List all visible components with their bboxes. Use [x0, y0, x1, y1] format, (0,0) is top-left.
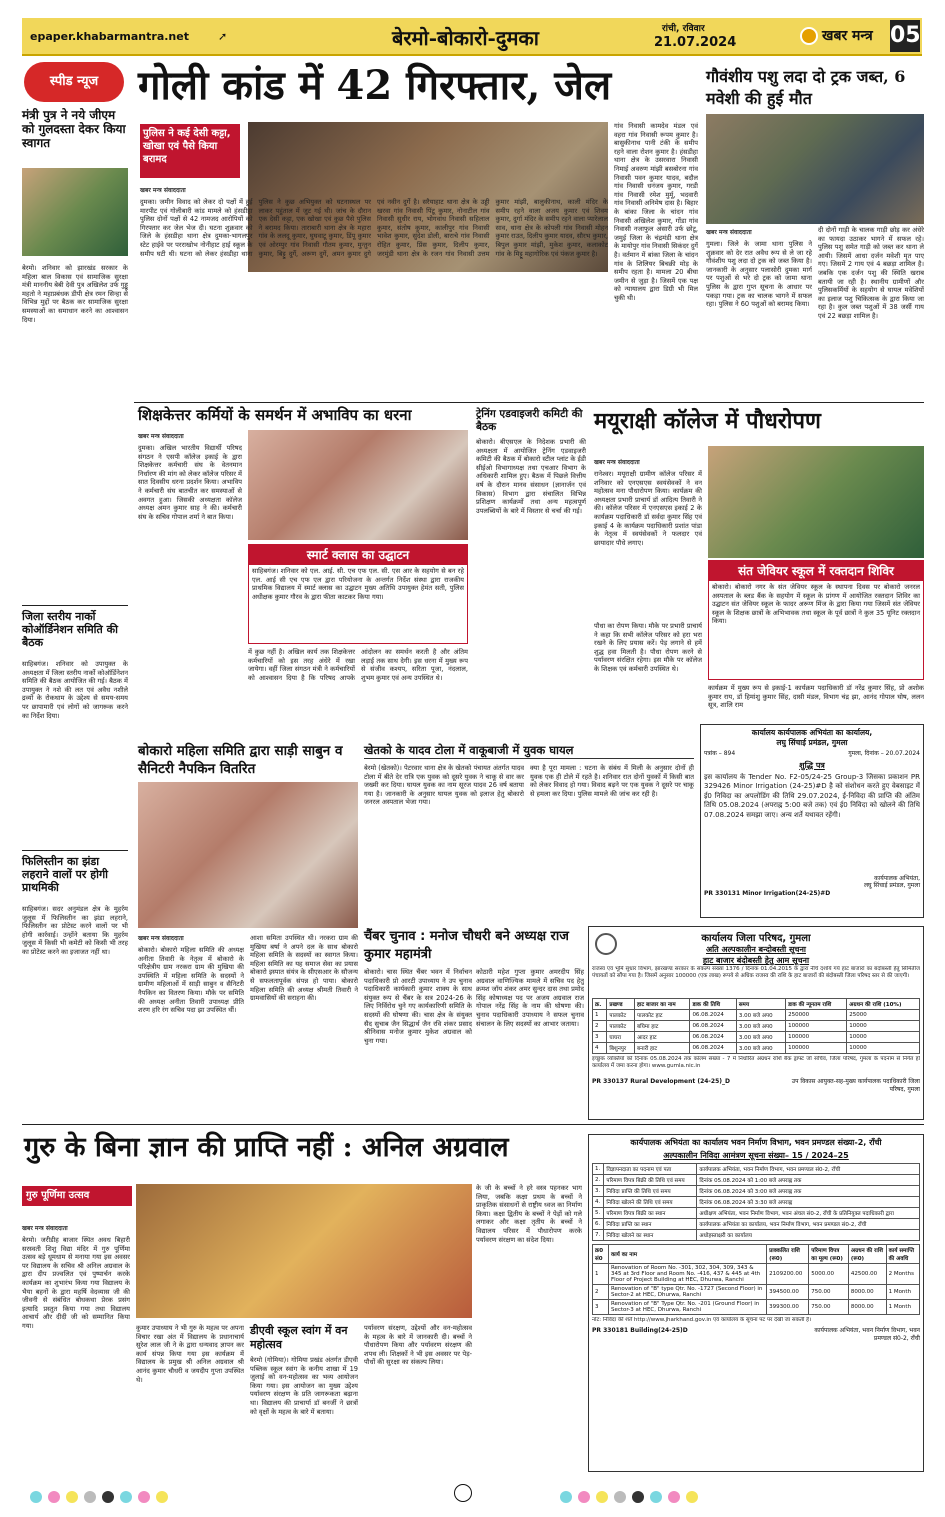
bhavan-title: कार्यपालक अभियंता का कार्यालय भवन निर्माण विभाग, भवन प्रमण्डल संख्या-2, राँची — [630, 1138, 882, 1147]
table-cell: अधीक्षण अभियंता, भवन निर्माण विभाग, भवन अंचल सं0-2, राँची के प्रतिनियुक्त पदाधिकारी द्वारा — [697, 1208, 920, 1219]
table-cell: पालकोट — [607, 1010, 635, 1021]
protest-headline: शिक्षकेत्तर कर्मियों के समर्थन में अभाविप का धरना — [138, 406, 412, 424]
table-cell: 10000 — [847, 1043, 920, 1054]
smart-class-caption: साहिबगंज। शनिवार को एल. आई. सी. एच एफ एल. सी. एस आर के सहयोग से बन रहे एल. आई सी एच एफ एल द्वारा परियोजना के अन्तर्गत निर्देश संस्था द्वारा राजकीय प्राथमिक विद्यालय में स्मार्ट क्लास का उद्घाटन मुख्य अतिथि उपायुक्त हेमंत सती, पुलिस अधीक्षक कुमार गौरव के द्वारा फीता काटकर किया गया। — [252, 567, 464, 601]
table-cell: निविदा खोलने की तिथि एवं समय — [604, 1197, 697, 1208]
table-cell: 8000.00 — [848, 1300, 886, 1315]
tender-sign-1: कार्यपालक अभियंता, — [874, 874, 920, 882]
dav-headline: डीएवी स्कूल स्वांग में वन महोत्सव — [250, 1324, 348, 1351]
table-cell: निविदा प्राप्ति का स्थान — [604, 1219, 697, 1230]
table-cell: बघिमा हाट — [635, 1021, 690, 1032]
table-cell: निविदा प्राप्ति की तिथि एवं समय — [604, 1186, 697, 1197]
table-cell: 2 — [593, 1021, 607, 1032]
lead-body: दुमका। जमीन विवाद को लेकर दो पक्षों में हुई मारपीट एवं गोलीबारी कांड मामले को हंसडीहा पुलिस दोनों पक्षों से 42 नामजद आरोपियों को गिरफ्तार कर जेल भेज दी। घटना शुक्रवार को जिले के हंसडीहा थाना क्षेत्र दुमका-भागलपुर स्टेट हाईवे पर परराखोभ नोनीहाट हाई स्कूल के समीप घटी थी। घटना को लेकर हंसडीहा थाना पुलिस ने कुछ अभियुक्त को घटनास्थल पर लाकर पहुंताल में जुट गई थी। जांच के दौरान एक देसी कट्टा, एक खोखा एवं कुछ पैसे पुलिस ने बरामद किया। ताराबारी थाना क्षेत्र के महारा गांव के ललदू कुमार, घुघवाटू कुमार, डिंपू कुमार एवं ओरम्पुर गांव निवासी गौतम कुमार, मुन्तुन कुमार, बिट्टु दुर्गे, अरूण दुगें, अमन कुमार दुगे एवं नवीन दुर्गे है। सरैयाहाट थाना क्षेत्र के उड्डी खरवा गांव निवासी पिंटू कुमार, नोनाटील गांव निवासी सुधीर राय, भोगवांध निवासी सहिलाल कुमार, संतोष कुमार, कालीपुर गांव निवासी भावेश कुमार, सुंदेश डोली, बाराचे गांव निवासी रोहित कुमार, प्रिंस कुमार, दिलीप कुमार, जरमुंडी थाना क्षेत्र के रजन गांव निवासी उत्तम कुमार मांझी, बालुकीनाथ, काली मंदिर के समीप रहने वाला अजय कुमार एवं शिवम कुमार, दुर्गा मंदिर के समीप रहने वाला प्यारेलाल साव, थाना क्षेत्र के कोपली गांव निवासी मोहन कुमार राउत, दिलीप कुमार यादव, सौरभ कुमार, बिपुल कुमार मांझी, मुकेश कुमार, कलाकोट गांव के मिट्टू महागोरिक एवं पंकज कुमार है। — [140, 198, 608, 258]
table-cell: पालकोट हाट — [635, 1010, 690, 1021]
table-cell: 8000.00 — [848, 1285, 886, 1300]
speed-news-headline-3: फिलिस्तीन का झंडा लहराने वालों पर होगी प्राथमिकी — [22, 855, 108, 894]
guru-headline: गुरु के बिना ज्ञान की प्राप्ति नहीं : अनिल अग्रवाल — [24, 1132, 509, 1163]
tender-dinank: गुमला, दिनांक – 20.07.2024 — [848, 750, 920, 757]
table-cell: दिनांक 06.08.2024 को 3:00 बजे अपराह्न तक — [697, 1186, 920, 1197]
table-cell: 3. — [593, 1186, 604, 1197]
parishad-pr: PR 330137 Rural Development (24-25)_D — [592, 1078, 730, 1085]
table-cell: 250000 — [786, 1010, 847, 1021]
chamber-body-2: कोठारी महेश गुप्ता कुमार अमरदीप सिंह अग्रवाल वाणिज्यिक मामले में सचिव पद हेतु क्रमश जॉय शंकर अमर सुन्दर दास तथा प्रमोद सिंह कोषाध्यक्ष पद पर अजय अग्रवाल राज गोपाल नरेंद्र सिंह के नाम की घोषणा की। चुनाव पदाधिकारी उपाध्याय ने सफल चुनाव संचालन के लिए सदस्यों का आभार जताया। — [476, 968, 584, 1028]
speed-news-column — [22, 60, 128, 1120]
table-cell: 25000 — [847, 1010, 920, 1021]
divider — [22, 850, 128, 851]
guru-body-2: कुमार उपाध्याय ने भी गुरु के महत्व पर अपना विचार रखा अंत में विद्यालय के प्रधानाचार्य सुरेश लाल जी ने के द्वारा धन्यवाद ज्ञापन कर कार्य संपन्न किया गया इस कार्यक्रम में विद्यालय के प्रमुख श्री अनिल अग्रवाल श्री आनंद कुमार चौधरी व जयदीप गुप्ता उपस्थित थे। — [136, 1324, 244, 1384]
bhavan-item-row — [593, 1175, 920, 1186]
bhavan-sub: अल्पकालीन निविदा आमंत्रण सूचना संख्या– 15 / 2024–25 — [663, 1151, 849, 1160]
bhavan-table-header: परिमाण विपत्र का मूल्य (रू0) — [809, 1245, 849, 1264]
table-cell: 5. — [593, 1208, 604, 1219]
bhavan-items-table — [592, 1163, 920, 1241]
lead-subhead: पुलिस ने कई देसी कट्टा, खोखा एवं पैसे किया बरामद — [140, 124, 240, 178]
table-cell: 1 Month — [886, 1285, 919, 1300]
cattle-body-2: दी दोनों गाड़ी के चालक गाड़ी छोड़ कर अंधेरे का फायदा उठाकर भागने में सफल रहे। पुलिस पशु समेत गाड़ी को जब्त कर थाना ले आयी। जिसमें आधा दर्जन मवेशी मृत पाए गए। जिसमें 2 गाय एवं 4 बछड़ा शामिल है। जबकि एक दर्जन पशु की स्थिति खराब बतायी जा रही है। स्थानीय ग्रामीणों और पुलिसकर्मियों के सहयोग से घायल मवेशियों का इलाज पशु चिकित्सक के द्वारा किया जा रहा है। कुल जब्त पशुओं में 38 जर्सी गाय एवं 22 बछड़ा शामिल है। — [818, 226, 924, 320]
parishad-notice — [588, 926, 924, 1120]
table-cell: 1. — [593, 1164, 604, 1175]
parishad-sign: उप विकास आयुक्त-सह-मुख्य कार्यपालक पदाधिकारी जिला परिषद, गुमला — [791, 1078, 920, 1093]
parishad-table-header: प्रखण्ड — [607, 999, 635, 1010]
bhavan-table-header: प्राक्कलित राशि (रू0) — [767, 1245, 809, 1264]
speed-news-text-1: बेरमो। शनिवार को झारखंड सरकार के महिला बाल विकास एवं सामाजिक सुरक्षा मंत्री माननीय बेबी देवी पुत्र अखिलेश उर्फ गुड्डू महतो ने महाप्रबंधक डीपी क्षेत्र रमन सिन्हा से विभिन्न मुद्दों पर बैठक कर सामाजिक सुरक्षा समस्याओं का समाधान करने का आश्वासन दिया। — [22, 264, 128, 324]
table-cell: 399300.00 — [767, 1300, 809, 1315]
lead-byline: खबर मन्त्र संवाददाता — [140, 187, 186, 194]
blood-camp-box — [708, 560, 924, 680]
tender-patrank: पत्रांक – 894 — [704, 750, 736, 757]
table-cell: 100000 — [786, 1032, 847, 1043]
sanitary-byline: खबर मन्त्र संवाददाता — [138, 935, 184, 942]
table-cell: कार्यपालक अभियंता, भवन निर्माण विभाग, भवन प्रमण्डल सं0-2, राँची — [697, 1164, 920, 1175]
guru-badge: गुरु पूर्णिमा उत्सव — [22, 1186, 132, 1206]
sanitary-body: बोकारो। बोकारो महिला समिति की अध्यक्ष अनीता तिवारी के नेतृत्व में बोकारो के परिक्षेत्रीय ग्राम नरकरा ग्राम की मुखिया की उपस्थिति में महिला समिति के सदस्यों ने ग्रामीण महिलाओं में साड़ी साबुन व सैनिटरी नैपकिन का वितरण किया। मौके पर समिति की अध्यक्ष अनीता तिवारी उपाध्यक्ष प्रीति शरण हरि रंग सचिव पदा झा उपस्थित थीं। — [138, 946, 244, 1015]
divider — [134, 402, 924, 403]
table-cell: 2 — [593, 1285, 609, 1300]
emblem-icon — [595, 933, 617, 955]
parishad-table-header: डाक की न्यूनतम राशि — [786, 999, 847, 1010]
bhavan-item-row — [593, 1197, 920, 1208]
blood-camp-body: बोकारो। बोकारो नगर के संत जेवियर स्कूल के स्थापना दिवस पर बोकारो जनरल अस्पताल के ब्लड बैंक के सहयोग में स्कूल के प्रांगण में आयोजित रक्तदान शिविर का उद्घाटन संत जेवियर स्कूल के फादर अरूण मिंज के द्वारा किया गया जिसमें संत जेवियर स्कूल के शिक्षक छात्रों के अभिभावक तथा स्कूल के पूर्व छात्रों ने कुल 35 यूनिट रक्तदान किया। — [712, 583, 920, 626]
registration-marks-right — [560, 1488, 704, 1507]
parishad-table-row — [593, 1010, 920, 1021]
bhavan-notice — [588, 1134, 924, 1472]
table-cell: Renovation of "B" type Qtr. No. -1727 (Second Floor) in Sector-2 at HEC, Dhurwa, Ranchi — [608, 1285, 766, 1300]
bhavan-table-header: अग्रधन की राशि (रू0) — [848, 1245, 886, 1264]
lead-body-2: गांव निवासी कामदेव मंडल एवं वहरा गांव निवासी रूपम कुमार है। बासुकीनाथ पानी टंकी के समीप रहने वाला रोशन कुमार है। हंसडीहा थाना क्षेत्र के उसरवारा निवासी निमाई अवरुण मांझी बसबोरना गांव निवासी पवन कुमार यादव, बदौल गांव निवासी धनंजय कुमार, गरडी गांव निवासी रमेश मुर्मू, भदवारी गांव निवासी अनिमेष दास है। बिहार के बांका जिला के चांदन गांव निवासी अखिलेश कुमार, गोंडा गांव निवासी नजाफुल अंसारी उर्फ छोटू, जमुई जिला के चंद्रमंडी थाना क्षेत्र के मायोपुर गांव निवासी सिकंदर दुर्गे है। वर्तमान में बांका जिला के चांदन गांव के शिलियर बिचक्री मोड़ के समीप रहता है। मामला 20 बीघा जमीन से जुड़ा है। जिसमें एक पक्ष को न्यायालय द्वारा डिग्री भी मिल चुकी थी। — [614, 122, 698, 302]
protest-photo — [248, 430, 468, 540]
accident-body-2: क्या है पूरा मामला : घटना के संबंध में मिली के अनुसार दोनों ही युवक एक ही टोले में रहते है। शनिवार रात दोनों युवकों में किसी बात को लेकर विवाद हो गया। विवाद बढ़ने पर एक युवक ने दूसरे पर चाकू से हमला कर दिया। पुलिस मामले की जांच कर रही है। — [530, 764, 694, 798]
college-body: रानेश्वर। मयूराक्षी ग्रामीण कॉलेज परिसर में शनिवार को एनएसएस स्वयंसेवकों ने वन महोत्सव मना पौधारोपण किया। कार्यक्रम की अध्यक्षता प्रभारी प्राचार्य डॉ आदित्य तिवारी ने की। कॉलेज परिसर में एनएसएस इकाई 2 के कार्यक्रम पदाधिकारी डॉ सर्वदा कुमार सिंह एवं इकाई 4 के कार्यक्रम पदाधिकारी प्रशांत पांडा के नेतृत्व में स्वयंसेवकों ने फलदार एवं छायादार पौधे लगाए। — [594, 470, 702, 547]
protest-body: दुमका। अखिल भारतीय विद्यार्थी परिषद संगठन ने एसपी कॉलेज इकाई के द्वारा शिक्षकेत्तर कर्मचारी संघ के वेतनमान निर्धारण की मांग को लेकर कॉलेज परिसर में सात दिवसीय धरना प्रदर्शन किया। अभाविप ने कर्मचारी संघ बातचीत कर समस्याओं से अवगत हुआ। जिसकी अध्यक्षता कॉलेज अध्यक्ष अमन कुमार साह ने की। कर्मचारी संघ के सचिव गोपाल शर्मा ने बात किया। — [138, 444, 242, 521]
table-cell: बिशुनपुर — [607, 1043, 635, 1054]
bhavan-works-table — [592, 1244, 920, 1315]
table-cell: 4. — [593, 1197, 604, 1208]
table-cell: दिनांक 06.08.2024 को 3:30 बजे अपराह्न — [697, 1197, 920, 1208]
bhavan-table-row — [593, 1264, 920, 1285]
bhavan-item-row — [593, 1208, 920, 1219]
cattle-headline: गौवंशीय पशु लदा दो ट्रक जब्त, 6 मवेशी की हुई मौत — [706, 67, 906, 108]
table-cell: 1 — [593, 1010, 607, 1021]
table-cell: 06.08.2024 — [690, 1043, 736, 1054]
table-cell: 6. — [593, 1219, 604, 1230]
parishad-table-header: क्र. — [593, 999, 607, 1010]
table-cell: बनारी हाट — [635, 1043, 690, 1054]
table-cell: 06.08.2024 — [690, 1032, 736, 1043]
table-cell: 4 — [593, 1043, 607, 1054]
table-cell: विज्ञापनदाता का पदनाम एवं पता — [604, 1164, 697, 1175]
bhavan-table-header: क्र0 सं0 — [593, 1245, 609, 1264]
tender-notice-small — [700, 724, 924, 918]
cattle-photo — [706, 114, 924, 224]
table-cell: घाघरा — [607, 1032, 635, 1043]
bhavan-note: नोट: निविदा की शर्तें http://www.jharkhand.gov.in एवं कार्यालय के सूचना पट पर देखी जा सकती है। — [592, 1317, 812, 1323]
bhavan-table-header: कार्य का नाम — [608, 1245, 766, 1264]
sanitary-headline: बोकारो महिला समिति द्वारा साड़ी साबुन व सैनिटरी नैपकिन वितरित — [138, 743, 343, 777]
tender-sign — [704, 875, 920, 890]
cattle-body: गुमला। जिले के जामा थाना पुलिस ने शुक्रवार को देर रात अवैध रूप से ले जा रहे गौवंशीय पशु लदा दो ट्रक को जब्त किया है। जानकारी के अनुसार पलासोरी दुमका मार्ग पर पशुओं से भरे दो ट्रक को जामा थाना पुलिस के द्वारा गुप्त सूचना के आधार पर पकड़ा गया। ट्रक का चालक भागने में सफल रहा। पुलिस ने 60 पशुओं को बरामद किया। — [706, 240, 812, 309]
chamber-headline: चैंबर चुनाव : मनोज चौधरी बने अध्यक्ष राज कुमार महामंत्री — [364, 929, 569, 962]
table-cell: 1 — [593, 1264, 609, 1285]
table-cell: 5000.00 — [809, 1264, 849, 1285]
guru-body-3: के जी के बच्चों ने हरे वस्त्र पहनकर भाग लिया, जबकि कक्षा प्रथम के बच्चों ने प्राकृतिक संसाधनों से राष्ट्रीय ध्वज का निर्माण किया। कक्षा द्वितीय के बच्चों ने पेड़ों को गले लगाकर और कक्षा तृतीय के बच्चों ने विद्यालय परिसर में पौधारोपण करके पर्यावरण संरक्षण का संदेश दिया। — [476, 1184, 582, 1244]
bhavan-table-row — [593, 1285, 920, 1300]
college-headline: मयूराक्षी कॉलेज में पौधरोपण — [594, 408, 821, 434]
lead-headline: गोली कांड में 42 गिरफ्तार, जेल — [138, 62, 612, 109]
table-cell: 10000 — [847, 1021, 920, 1032]
college-byline: खबर मन्त्र संवाददाता — [594, 459, 640, 466]
speed-news-badge: स्पीड न्यूज — [24, 62, 124, 102]
parishad-body: राजस्व एवं भूमि सुधार विभाग, झारखण्ड सरकार के संकल्प संख्या 1376 / दिनांक 01.04.2015 के द्वारा नीचे दर्शाये गये हाट बाजारों का बंदोबस्ती हेतु सिमितीज पंचायतों को सौंपा गया है। जिसमें अनुसार 100000 (एक लाख) रूपये से अधिक राजस्व की राशि के हाट बाजारों की बंदोबस्ती जिला परिषद स्तर से की जाएगी। — [592, 966, 920, 979]
table-cell: निविदा खोलने का स्थान — [604, 1230, 697, 1241]
table-cell: 42500.00 — [848, 1264, 886, 1285]
speed-news-text-3: साहिबगंज। सदर अनुमंडल क्षेत्र के मुहर्रम जुलूस में फिलिस्तीन का झंडा लहराने, फिलिस्तीन का प्रोटेस्ट करने वालों पर भी होगी कार्रवाई। उन्होंने बताया कि मुहर्रम जुलूस में किसी भी कमेटी को किसी भी तरह का प्रोटेस्ट करने का इजाजत नहीं था। — [22, 905, 128, 956]
dav-body-2: पर्यावरण संरक्षण, उद्देश्यों और वन-महोत्सव के महत्व के बारे में जानकारी दी। बच्चों ने पौधारोपण किया और पर्यावरण संरक्षण की शपथ ली। शिक्षकों ने भी इस अवसर पर पेड़-पौधों की सुरक्षा का संकल्प लिया। — [364, 1324, 472, 1367]
guru-byline: खबर मन्त्र संवाददाता — [22, 1225, 68, 1232]
table-cell: परिमाण विपत्र बिक्री का स्थान — [604, 1208, 697, 1219]
parishad-table-header: हाट बाजार का नाम — [635, 999, 690, 1010]
city-day: रांची, रविवार — [662, 24, 705, 34]
training-body: बोकारो। बीएसएल के निदेशक प्रभारी की अध्यक्षता में आयोजित ट्रेनिंग एडवाइजरी कमिटी की बैठक में बोकारो स्टील प्लांट के ईडी सीईओ विभागाध्यक्ष तथा एचआर विभाग के अधिकारी शामिल हुए। बैठक में पिछले वित्तीय वर्ष के दौरान मानव संसाधन (ज्ञानार्जन एवं विकास) विभाग द्वारा संचालित विभिन्न प्रशिक्षण कार्यक्रमों तथा अन्य महत्वपूर्ण उपलब्धियों के बारे में विस्तार से चर्चा की गई। — [476, 438, 586, 515]
crosshair-icon — [454, 1484, 472, 1502]
parishad-title: कार्यालय जिला परिषद, गुमला — [701, 933, 811, 944]
parishad-note: इच्छुक व्यक्तियों को दिनांक 05.08.2024 तक कॉलम संख्या - 7 में निर्धारित अग्रधन राशि बैंक ड्राफ्ट जो सचिव, जिला परिषद, गुमला के पदनाम से निर्गत हो कार्यालय में जमा करना होगा। www.gumla.nic.in — [592, 1056, 920, 1069]
blood-camp-title: संत जेवियर स्कूल में रक्तदान शिविर — [709, 561, 923, 581]
tender-sign-2: लघु सिंचाई प्रमंडल, गुमला — [863, 882, 920, 889]
bhavan-sign: कार्यपालक अभियंता, भवन निर्माण विभाग, भवन प्रमण्डल सं0-2, राँची — [814, 1327, 920, 1342]
brand-name: खबर मन्त्र — [822, 28, 873, 44]
speed-news-photo-1 — [22, 168, 128, 256]
cattle-byline: खबर मन्त्र संवाददाता — [706, 229, 752, 236]
smart-class-caption-box — [248, 544, 468, 644]
smart-class-title: स्मार्ट क्लास का उद्घाटन — [249, 545, 467, 565]
table-cell: कार्यपालक अभियंता का कार्यालय, भवन निर्माण विभाग, भवन प्रमण्डल सं0-2, राँची — [697, 1219, 920, 1230]
registration-marks-left — [30, 1488, 174, 1507]
parishad-table-row — [593, 1043, 920, 1054]
bhavan-pr: PR 330181 Building(24-25)D — [592, 1327, 688, 1334]
tender-title-2: लघु सिंचाई प्रमंडल, गुमला — [776, 738, 848, 747]
table-cell: 750.00 — [809, 1285, 849, 1300]
table-cell: पालकोट — [607, 1021, 635, 1032]
table-cell: 3.00 बजे अप0 — [736, 1010, 785, 1021]
tender-shuddhi: शुद्धि पत्र — [799, 760, 825, 770]
tender-pr: PR 330131 Minor Irrigation(24-25)#D — [704, 889, 831, 897]
bhavan-item-row — [593, 1186, 920, 1197]
speed-news-text-2: साहिबगंज। शनिवार को उपायुक्त के अध्यक्षता में जिला स्तरीय नार्को कोऑर्डिनेशन समिति की बैठक आयोजित की गई। बैठक में उपायुक्त ने नशे की लत एवं अवैध नशीले द्रव्यों के रोकथाम के उद्देश्य से समय-समय पर छापामारी एवं लोगों को जागरूक करने का निर्देश दिया। — [22, 660, 128, 720]
parishad-sub-1: अति अल्पकालीन बन्दोबस्ती सूचना — [705, 945, 806, 954]
parishad-table-row — [593, 1032, 920, 1043]
college-body-2: पौधा का रोपण किया। मौके पर प्रभारी प्राचार्य ने कहा कि सभी कॉलेज परिसर को हरा भरा रखने के लिए प्रयास करें। पेड़ लगाने से हमें शुद्ध हवा मिलती है। पौधा रोपण करने से पर्यावरण संरक्षित रहेगा। इस मौके पर कॉलेज के शिक्षक एवं कर्मचारी उपस्थित थे। — [594, 622, 702, 673]
table-cell: 06.08.2024 — [690, 1010, 736, 1021]
divider — [22, 605, 128, 606]
speed-news-headline-1: मंत्री पुत्र ने नये जीएम को गुलदस्ता देकर किया स्वागत — [22, 108, 126, 150]
guru-body: बेरमो। जरीडीह बाजार स्थित अवध बिहारी सरस्वती शिशु विद्या मंदिर में गुरु पूर्णिमा उत्सव बड़े धूमधाम से मनाया गया इस अवसर पर विद्यालय के सचिव श्री अनिल अग्रवाल के द्वारा दीप प्रज्वलित एवं पुष्पार्चन करके कार्यक्रम का शुभारंभ किया गया विद्यालय के भैया बहनों के द्वारा महर्षि वेदव्यास जी की जीवनी से संबंधित बोधकथा प्रेरक प्रसंग इत्यादि प्रस्तुत किया गया तथा विद्यालय आचार्य और दीदी जी को सम्मानित किया गया। — [22, 1236, 130, 1330]
guru-photo — [136, 1184, 472, 1318]
page-number: 05 — [890, 20, 920, 52]
sanitary-body-2: आशा समिता उपस्थित थी। नरकरा ग्राम की मुखिया बर्षा ने अपने दल के साथ बोकारो महिला समिति के सदस्यों का स्वागत किया। महिला समिति का यह समाज सेवा का प्रयास बोकारो इस्पात संयंत्र के सीएसआर के सौजन्य से सफलतापूर्वक संपन्न हो पाया। बोकारो महिला समिति की अध्यक्ष श्रीमती तिवारी ने ग्रामवासियों की सराहना की। — [250, 934, 358, 1003]
speed-news-headline-2: जिला स्तरीय नार्को कोऑर्डिनेशन समिति की बैठक — [22, 610, 118, 649]
accident-body: बेरमो (खेतको)। पेटरवार थाना क्षेत्र के खेतको पंचायत अंतर्गत यादव टोला में बीते देर रात्रि एक युवक को दूसरे युवक ने चाकू से वार कर जख्मी कर दिया। घायल युवक का नाम सूरज यादव 26 वर्ष बताया गया है। जानकारी के अनुसार घायल युवक को इलाज हेतु बोकारो जनरल अस्पताल भेजा गया। — [364, 764, 524, 807]
table-cell: 10000 — [847, 1032, 920, 1043]
table-cell: परिमाण विपत्र बिक्री की तिथि एवं समय — [604, 1175, 697, 1186]
parishad-sub-2: हाट बाजार बंदोबस्ती हेतु आम सूचना — [702, 956, 810, 965]
table-cell: 3 — [593, 1300, 609, 1315]
divider — [22, 1124, 924, 1125]
table-cell: दिनांक 05.08.2024 को 1:00 बजे अपराह्न तक — [697, 1175, 920, 1186]
table-cell: 100000 — [786, 1021, 847, 1032]
college-caption: कार्यक्रम में मुख्य रूप से इकाई-1 कार्यक्रम पदाधिकारी डॉ नरेंद्र कुमार सिंह, प्रो अशोक कुमार राय, डॉ हिमांशु कुमार सिंह, दासी मंडल, विभाग चंद्र झा, आनंद गोपाल घोष, ललन सूत्र, शालि राम — [708, 684, 924, 710]
table-cell: 3.00 बजे अप0 — [736, 1032, 785, 1043]
table-cell: 750.00 — [809, 1300, 849, 1315]
parishad-table — [592, 998, 920, 1054]
site-url[interactable]: epaper.khabarmantra.net — [30, 30, 189, 43]
brand-logo-icon — [800, 27, 818, 45]
table-cell: 3.00 बजे अप0 — [736, 1021, 785, 1032]
bhavan-table-row — [593, 1300, 920, 1315]
table-cell: 1 Month — [886, 1300, 919, 1315]
cursor-icon: ➚ — [218, 30, 228, 43]
table-cell: Renovation of "B" Type Qtr. No. -201 (Ground Floor) in Sector-3 at HEC, Dhurwa, Ranchi — [608, 1300, 766, 1315]
masthead — [22, 18, 922, 56]
table-cell: 7. — [593, 1230, 604, 1241]
bhavan-item-row — [593, 1219, 920, 1230]
table-cell: 100000 — [786, 1043, 847, 1054]
table-cell: 3 — [593, 1032, 607, 1043]
bhavan-table-header: कार्य समाप्ति की अवधि — [886, 1245, 919, 1264]
tender-title: कार्यालय कार्यपालक अभियंता का कार्यालय, — [751, 728, 873, 737]
parishad-table-header: अग्रधन की राशि (10%) — [847, 999, 920, 1010]
parishad-table-row — [593, 1021, 920, 1032]
table-cell: अधोहस्ताक्षरी का कार्यालय — [697, 1230, 920, 1241]
protest-byline: खबर मन्त्र संवाददाता — [138, 433, 184, 440]
table-cell: 3.00 बजे अप0 — [736, 1043, 785, 1054]
parishad-table-header: डाक की तिथि — [690, 999, 736, 1010]
bhavan-item-row — [593, 1230, 920, 1241]
bhavan-item-row — [593, 1164, 920, 1175]
chamber-body: बोकारो। चास स्थित चैंबर भवन में निर्वाचन पदाधिकारी प्रो आरटी उपाध्याय ने उप चुनाव पदाधिकारी कार्यकारी कुमार शाक्य के साथ संयुक्त रूप से चैंबर के सत्र 2024-26 के लिए निर्विरोध चुने गए कार्यकारिणी समिति के सदस्यों की घोषणा की। चास क्षेत्र के संयुक्त सैद सुचाब जैन सिद्धार्थ जैन रवि शंकर प्रसाद श्रीनिवास मनोज कुमार मुकेश अग्रवाल को चुना गया। — [364, 968, 472, 1045]
table-cell: 06.08.2024 — [690, 1021, 736, 1032]
date: 21.07.2024 — [654, 35, 737, 50]
table-cell: Renovation of Room No. -301, 302, 304, 309, 343 & 345 at 3rd Floor and Room No. -416, 437 & 445 at 4th Floor of Project Building at HEC, Dhurwa, Ranchi — [608, 1264, 766, 1285]
parishad-table-header: समय — [736, 999, 785, 1010]
tender-body: इस कार्यालय के Tender No. F2-05/24-25 Group-3 जिसका प्रकाशन PR 329426 Minor Irrigation (24-25)#D है को संशोधन करते हुए वेबसाइट में ई0 निविदा का अपलोडिंग की तिथि 29.07.2024, ई-निविदा की प्राप्ति की अंतिम तिथि 05.08.2024 (अपराह्न 5:00 बजे तक) एवं ई0 निविदा को खोलने की तिथि 07.08.2024 समझा जाए। अन्य शर्ते यथावत रहेंगी। — [704, 772, 920, 819]
section-title: बेरमो-बोकारो-दुमका — [392, 26, 539, 50]
table-cell: आदर हाट — [635, 1032, 690, 1043]
accident-headline: खेतको के यादव टोला में वाकूबाजी में युवक घायल — [364, 742, 694, 759]
table-cell: 2 Months — [886, 1264, 919, 1285]
sanitary-photo — [138, 782, 358, 928]
dav-body: बेरमो (गोमिया)। गोमिया प्रखंड अंतर्गत डीएवी पब्लिक स्कूल स्वांग के कनीय शाखा में 19 जुलाई को वन-महोत्सव का भव्य आयोजन किया गया। इस आयोजन का मुख्य उद्देश्य पर्यावरण संरक्षण के प्रति जागरूकता बढ़ाना था। विद्यालय की प्राचार्या डॉ बनर्जी ने छात्रों को वृक्षों के महत्व के बारे में बताया। — [250, 1356, 358, 1416]
table-cell: 394500.00 — [767, 1285, 809, 1300]
college-photo — [708, 446, 924, 558]
table-cell: 2. — [593, 1175, 604, 1186]
protest-body-2: में कुछ नहीं है। अखिल कार्य तक शिक्षकेत्तर कर्मचारियों को इस तरह अंधेरे में रखा जायेगा। वहीं जिला संगठन मंत्री ने कर्मचारियों को आश्वासन दिया है कि परिषद आपके आंदोलन का समर्थन करती है और अंतिम लड़ाई तक साथ देगी। इस धरना में मुख्य रूप से संजीव कश्यप, सरिता पूजा, नंदलाल, शुभम कुमार एवं अन्य उपस्थित थे। — [248, 648, 468, 682]
training-headline: ट्रेनिंग एडवाइजरी कमिटी की बैठक — [476, 408, 583, 433]
table-cell: 2109200.00 — [767, 1264, 809, 1285]
